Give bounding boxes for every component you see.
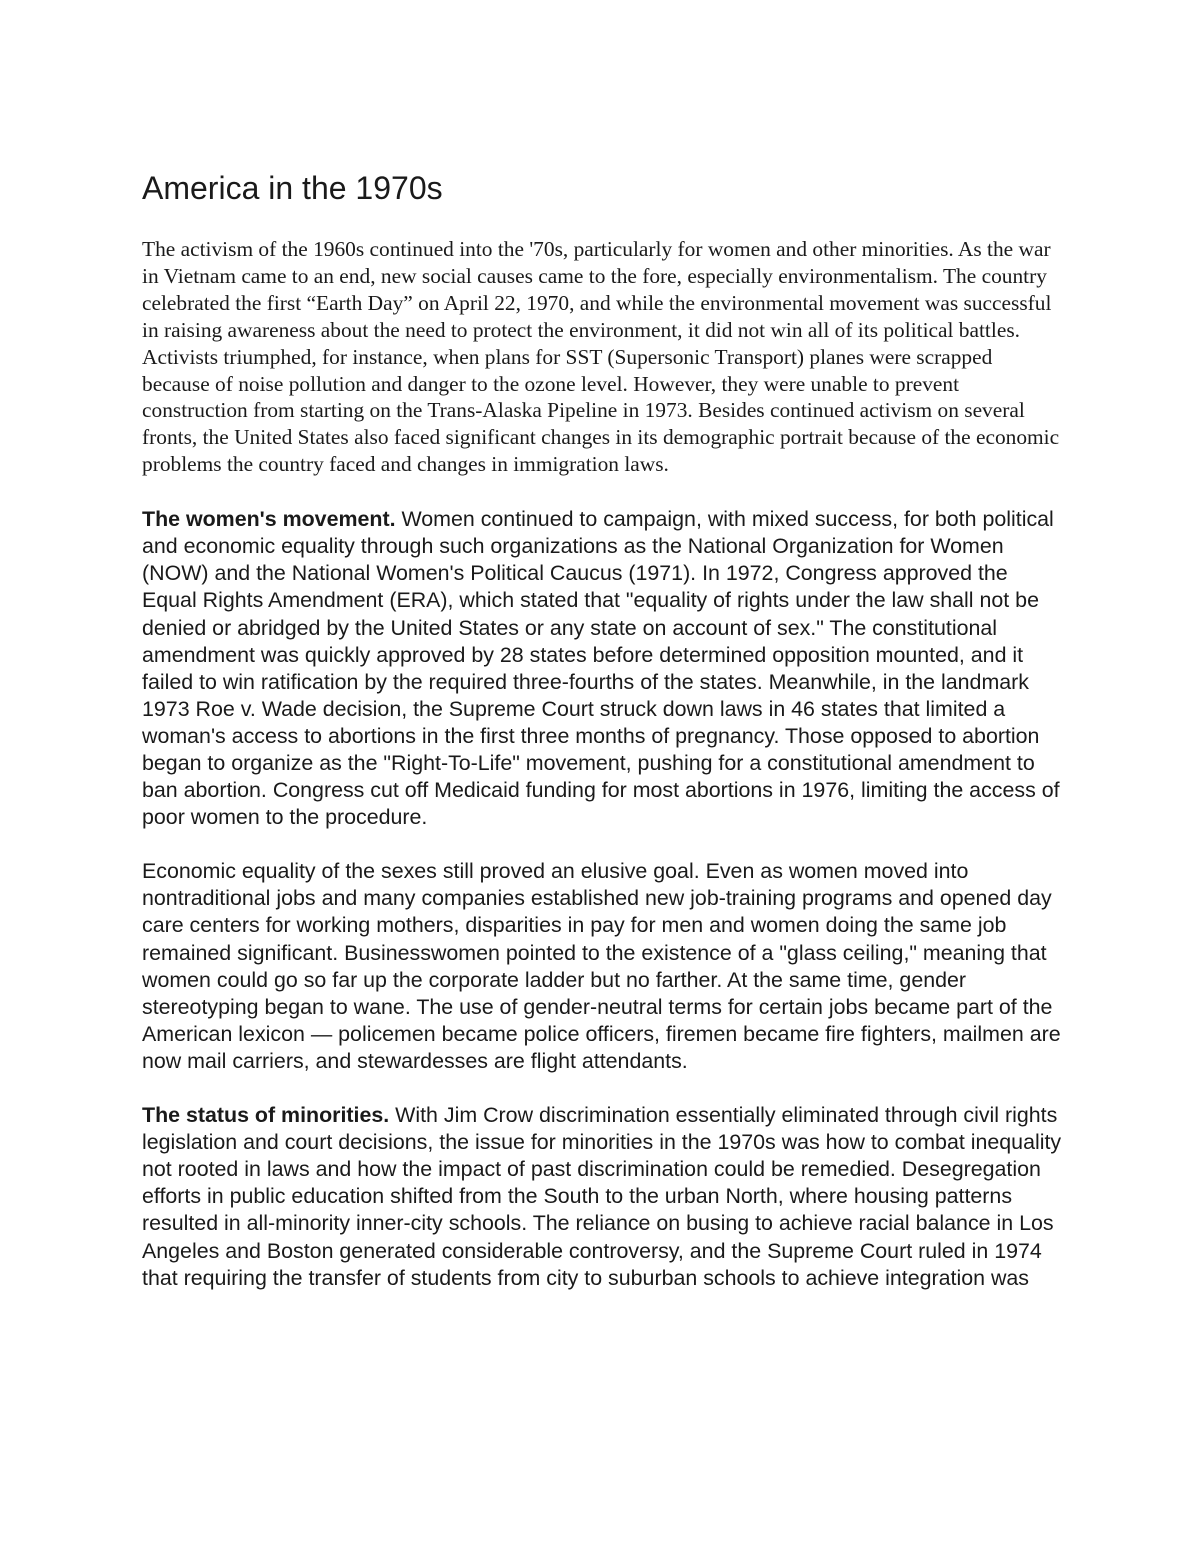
minorities-paragraph xyxy=(142,1102,1062,1292)
document-page xyxy=(142,168,1062,1319)
economic-equality-paragraph: Economic equality of the sexes still proved an elusive goal. Even as women moved into nontraditional jobs and many companies established new job-training programs and opened day care centers for working mothers, disparities in pay for men and women doing the same job remained significant. Businesswomen pointed to the existence of a "glass ceiling," meaning that women could go so far up the corporate ladder but no farther. At the same time, gender stereotyping began to wane. The use of gender-neutral terms for certain jobs became part of the American lexicon — policemen became police officers, firemen became fire fighters, mailmen are now mail carriers, and stewardesses are flight attendants. xyxy=(142,859,1061,1073)
intro-paragraph: The activism of the 1960s continued into the '70s, particularly for women and other minorities. As the war in Vietnam came to an end, new social causes came to the fore, especially environmentalism. The country celebrated the first “Earth Day” on April 22, 1970, and while the environmental movement was successful in raising awareness about the need to protect the environment, it did not win all of its political battles. Activists triumphed, for instance, when plans for SST (Supersonic Transport) planes were scrapped because of noise pollution and danger to the ozone level. However, they were unable to prevent construction from starting on the Trans-Alaska Pipeline in 1973. Besides continued activism on several fronts, the United States also faced significant changes in its demographic portrait because of the economic problems the country faced and changes in immigration laws. xyxy=(142,237,1060,477)
womens-movement-paragraph xyxy=(142,506,1062,831)
minorities-text: With Jim Crow discrimination essentially eliminated through civil rights legislation and court decisions, the issue for minorities in the 1970s was how to combat inequality not rooted in laws and how the impact of past discrimination could be remedied. Desegregation efforts in public education shifted from the South to the urban North, where housing patterns resulted in all-minority inner-city schools. The reliance on busing to achieve racial balance in Los Angeles and Boston generated considerable controversy, and the Supreme Court ruled in 1974 that requiring the transfer of students from city to suburban schools to achieve integration was xyxy=(142,1103,1062,1290)
document-title: America in the 1970s xyxy=(142,170,443,206)
womens-movement-text: Women continued to campaign, with mixed success, for both political and economic equality through such organizations as the National Organization for Women (NOW) and the National Women's Political Caucus (1971). In 1972, Congress approved the Equal Rights Amendment (ERA), which stated that "equality of rights under the law shall not be denied or abridged by the United States or any state on account of sex." The constitutional amendment was quickly approved by 28 states before determined opposition mounted, and it failed to win ratification by the required three-fourths of the states. Meanwhile, in the landmark 1973 Roe v. Wade decision, the Supreme Court struck down laws in 46 states that limited a woman's access to abortions in the first three months of pregnancy. Those opposed to abortion began to organize as the "Right-To-Life" movement, pushing for a constitutional amendment to ban abortion. Congress cut off Medicaid funding for most abortions in 1976, limiting the access of poor women to the procedure. xyxy=(142,507,1060,830)
minorities-heading: The status of minorities. xyxy=(142,1103,390,1128)
womens-movement-heading: The women's movement. xyxy=(142,507,396,532)
